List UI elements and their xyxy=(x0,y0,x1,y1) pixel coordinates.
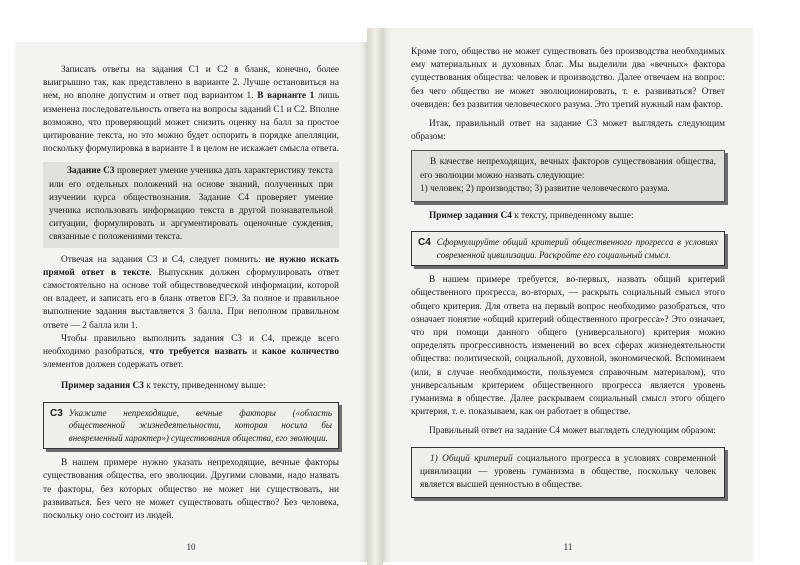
task-tag: С4 xyxy=(418,237,431,249)
answer-c4-box xyxy=(411,447,725,498)
answer-line: 1) Общий критерий социального прогресса в условиях современной цивилизации — уровень гуманизма в обществе, поскольку человек является высшей ценностью в обществе. xyxy=(420,453,716,490)
paragraph: Итак, правильный ответ на задание С3 может выглядеть следующим образом: xyxy=(411,119,725,143)
book-gutter xyxy=(367,28,383,565)
paragraph: Чтобы правильно выполнить задания С3 и С4, прежде всего необходимо разобраться, что требуется назвать и какое количество элементов должен содержать ответ. xyxy=(43,333,340,371)
answer-line: 1) человек; 2) производство; 3) развитие человеческого разума. xyxy=(420,183,670,194)
right-page xyxy=(383,28,753,562)
answer-c3-box xyxy=(411,150,725,202)
task-text: Укажите непреходящие, вечные факторы («область общественной жизнедеятельности, которая носила бы вневременный характер») существования общества, его эволюции. xyxy=(68,407,332,443)
task-c3-box xyxy=(43,402,339,450)
example-heading: Пример задания С3 к тексту, приведенному выше: xyxy=(61,381,266,392)
task-c3-description xyxy=(43,162,339,247)
answer-line: В качестве непреходящих, вечных факторов существования общества, его эволюции можно назвать следующие: xyxy=(420,157,716,181)
paragraph: Записать ответы на задания С1 и С2 в бланк, конечно, более выигрышно так, как представлено в варианте 2. Лучше остановиться на нем, но вполне допустим и ответ под вариантом 1. В варианте 1 лишь изменена последовательность ответа на вопросы заданий С1 и С2. Вполне возможно, что проверяющий может снизить оценку на балл за простое цитирование текста, но это можно будет оспорить в порядке апелляции, поскольку формулировка в варианте 1 в целом не искажает смысла ответа. xyxy=(43,65,339,155)
task-c4-box xyxy=(411,231,725,266)
paragraph: Кроме того, общество не может существовать без производства необходимых ему материальных и духовных благ. Мы выделили два «вечных» фактора существования общества: человек и производство. Далее отвечаем на вопрос: без чего общество не может эволюционировать, т. е. развиваться? Ответ очевиден: без развития человеческого разума. Это третий нужный нам фактор. xyxy=(411,47,725,110)
paragraph: В нашем примере требуется, во-первых, назвать общий критерий общественного прогресса, во-вторых, — раскрыть социальный смысл этого общего критерия. Для ответа на первый вопрос необходимо разобраться, что означает понятие «общий критерий общественного прогресса»? Это означает, что при помощи данного общего (универсального) критерия можно определять прогрессивность изменений во всех сферах жизнедеятельности общества: политической, социальной, духовной, экономической. Вспоминаем (или, в случае необходимости, пользуемся справочным материалом), что универсальным критерием общественного прогресса является уровень гуманизма в обществе. Далее раскрываем социальный смысл этого общего критерия, т. е. показываем, как он работает в обществе. xyxy=(411,275,725,418)
left-page xyxy=(15,42,367,562)
paragraph: Задание С3 проверяет умение ученика дать характеристику текста или его отдельных положений на основе знаний, полученных при изучении курса обществознания. Задание С4 проверяет умение ученика использовать информацию текста в другой познавательной ситуации, формулировать и аргументировать оценочные суждения, связанные с положениями текста. xyxy=(49,166,334,243)
example-heading: Пример задания С4 к тексту, приведенному выше: xyxy=(429,211,634,222)
page-number: 11 xyxy=(563,541,573,552)
paragraph: Правильный ответ на задание С4 может выглядеть следующим образом: xyxy=(429,426,716,437)
task-text: Сформулируйте общий критерий общественного прогресса в условиях современной цивилизации. Раскройте его социальный смысл. xyxy=(436,237,718,260)
paragraph: В нашем примере нужно указать непреходящие, вечные факторы существования общества, его эволюции. Другими словами, надо назвать те факторы, без которых общество не может ни существовать, ни развиваться. Без чего не может существовать общество? Без человека, поскольку оно состоит из людей. xyxy=(43,458,339,521)
page-number: 10 xyxy=(186,541,196,552)
task-tag: С3 xyxy=(50,407,63,419)
paragraph: Отвечая на задания С3 и С4, следует помнить: не нужно искать прямой ответ в тексте. Выпускник должен сформулировать ответ самостоятельно на основе той обществоведческой информации, которой он владеет, и записать его в бланк ответов ЕГЭ. За полное и правильное выполнение задания выставляется 3 балла. При неполном правильном ответе — 2 балла или 1. xyxy=(43,254,340,331)
